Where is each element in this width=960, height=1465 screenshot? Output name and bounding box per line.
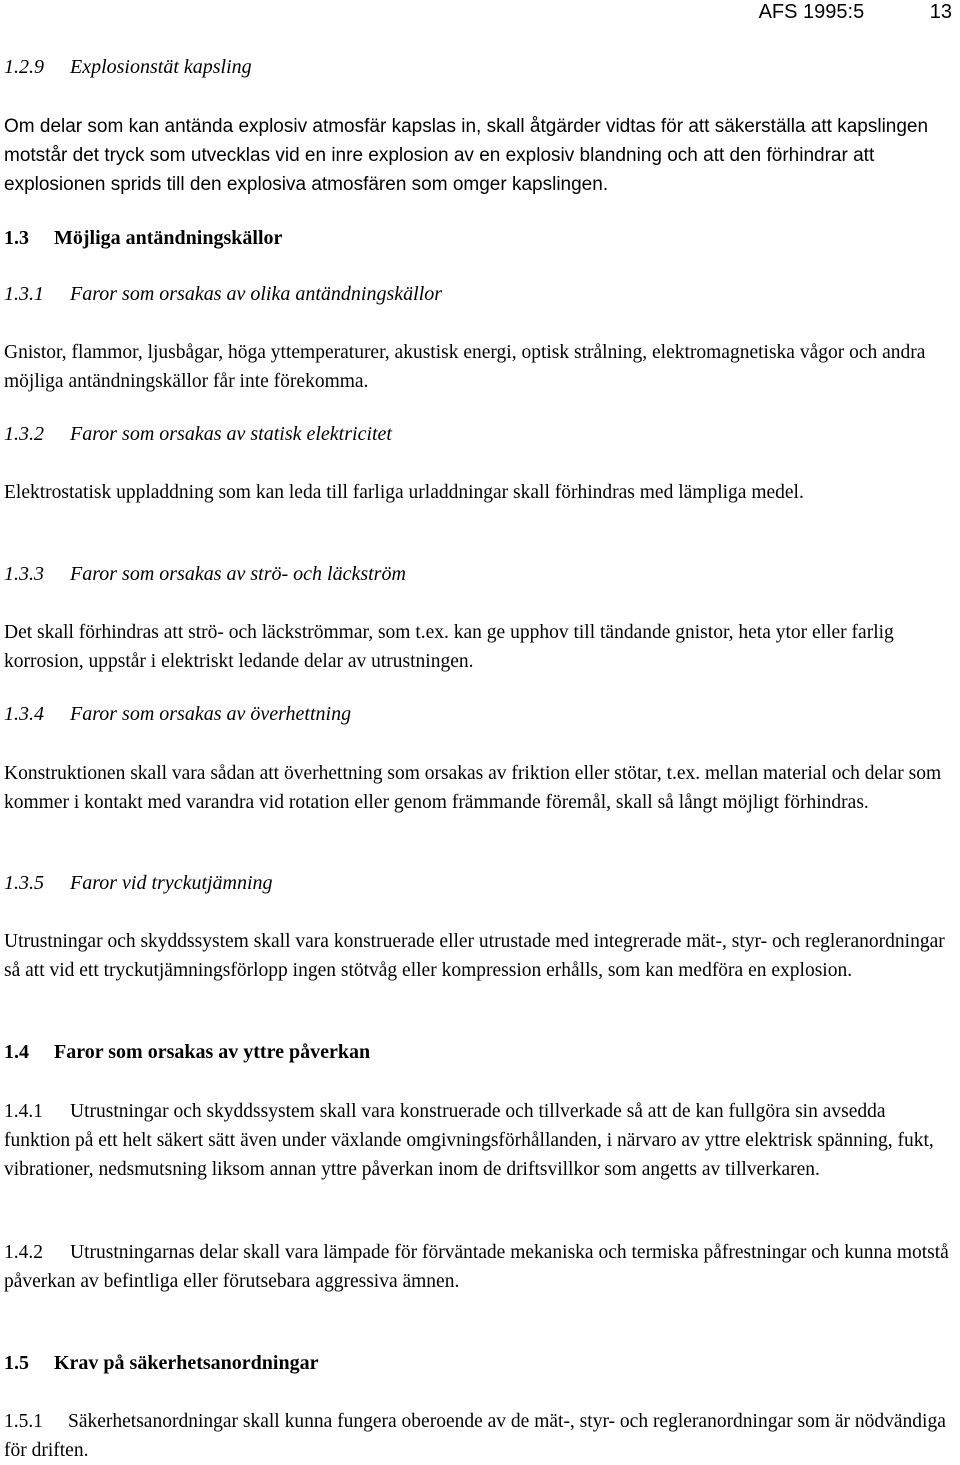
section-number: 1.3	[4, 227, 29, 249]
section-number: 1.4.1	[4, 1101, 43, 1122]
paragraph-1-4-1	[4, 1097, 952, 1184]
section-number: 1.3.2	[4, 423, 44, 445]
section-title: Faror som orsakas av överhettning	[70, 703, 352, 725]
paragraph-text: Utrustningarnas delar skall vara lämpade för förväntade mekaniska och termiska påfrestningar och kunna motstå påverkan av befintliga eller förutsebara aggressiva ämnen.	[4, 1242, 949, 1292]
section-number: 1.3.1	[4, 283, 44, 305]
section-title: Möjliga antändningskällor	[54, 227, 283, 249]
paragraph-1-3-4: Konstruktionen skall vara sådan att överhettning som orsakas av friktion eller stötar, t.ex. mellan material och delar som kommer i kontakt med varandra vid rotation eller genom främmande föremål, skall så långt möjligt förhindras.	[4, 763, 942, 813]
paragraph-1-4-2	[4, 1238, 952, 1296]
page-number: 13	[929, 1, 952, 23]
paragraph-1-2-9: Om delar som kan antända explosiv atmosfär kapslas in, skall åtgärder vidtas för att säkerställa att kapslingen motstår det tryck som utvecklas vid en inre explosion av en explosiv blandning och att den förhindrar att explosionen sprids till den explosiva atmosfären som omger kapslingen.	[4, 116, 929, 195]
section-number: 1.3.5	[4, 872, 44, 894]
page-header	[759, 1, 952, 24]
section-number: 1.3.3	[4, 563, 44, 585]
section-heading-1-3-1	[4, 283, 952, 306]
section-title: Faror som orsakas av strö- och läckström	[70, 563, 406, 585]
section-number: 1.4.2	[4, 1242, 43, 1263]
section-heading-1-4	[4, 1041, 952, 1064]
document-code: AFS 1995:5	[758, 1, 865, 23]
section-title: Faror som orsakas av statisk elektricitet	[70, 423, 392, 445]
section-heading-1-5	[4, 1352, 952, 1375]
section-number: 1.5.1	[4, 1411, 43, 1432]
paragraph-1-3-2: Elektrostatisk uppladdning som kan leda till farliga urladdningar skall förhindras med lämpliga medel.	[4, 482, 804, 503]
section-heading-1-2-9	[4, 56, 952, 79]
section-title: Faror som orsakas av yttre påverkan	[54, 1041, 371, 1063]
paragraph-1-3-5: Utrustningar och skyddssystem skall vara konstruerade eller utrustade med integrerade mät-, styr- och regleranordningar så att vid ett tryckutjämningsförlopp ingen stötvåg eller kompression erhålls, som kan medföra en explosion.	[4, 931, 945, 981]
paragraph-1-5-1	[4, 1407, 952, 1465]
section-title: Faror som orsakas av olika antändningskällor	[70, 283, 443, 305]
section-number: 1.4	[4, 1041, 29, 1063]
section-heading-1-3-5	[4, 872, 952, 895]
paragraph-1-3-1: Gnistor, flammor, ljusbågar, höga yttemperaturer, akustisk energi, optisk strålning, elektromagnetiska vågor och andra möjliga antändningskällor får inte förekomma.	[4, 342, 926, 392]
section-heading-1-3-4	[4, 703, 952, 726]
section-title: Krav på säkerhetsanordningar	[54, 1352, 319, 1374]
section-number: 1.5	[4, 1352, 29, 1374]
section-title: Explosionstät kapsling	[70, 56, 252, 78]
paragraph-text: Säkerhetsanordningar skall kunna fungera oberoende av de mät-, styr- och regleranordningar som är nödvändiga för driften.	[4, 1411, 946, 1461]
section-heading-1-3-3	[4, 563, 952, 586]
section-title: Faror vid tryckutjämning	[70, 872, 273, 894]
paragraph-text: Utrustningar och skyddssystem skall vara konstruerade och tillverkade så att de kan fullgöra sin avsedda funktion på ett helt säkert sätt även under växlande omgivningsförhållanden, i närvaro av yttre elektrisk spänning, fukt, vibrationer, nedsmutsning liksom annan yttre påverkan inom de driftsvillkor som angetts av tillverkaren.	[4, 1101, 934, 1180]
paragraph-1-3-3: Det skall förhindras att strö- och läckströmmar, som t.ex. kan ge upphov till tändande gnistor, heta ytor eller farlig korrosion, uppstår i elektriskt ledande delar av utrustningen.	[4, 622, 894, 672]
section-heading-1-3-2	[4, 423, 952, 446]
section-number: 1.3.4	[4, 703, 44, 725]
section-heading-1-3	[4, 227, 952, 250]
section-number: 1.2.9	[4, 56, 44, 78]
